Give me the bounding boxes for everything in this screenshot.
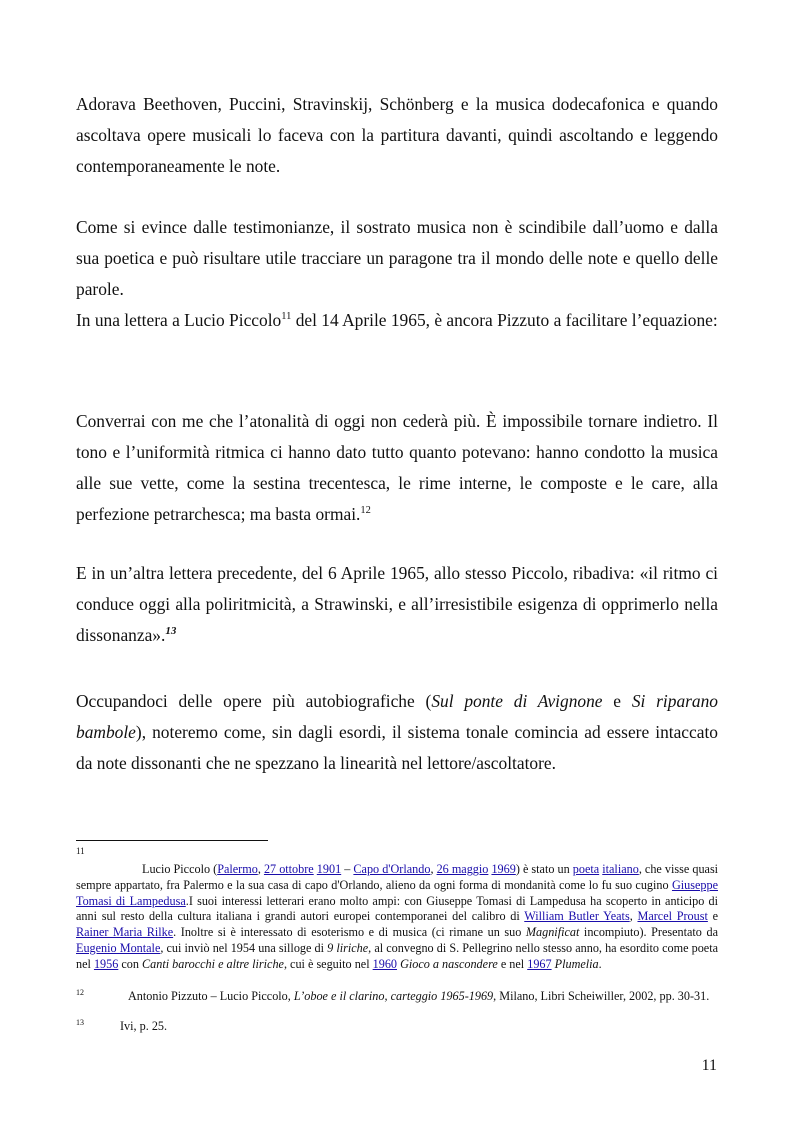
fn11-text: con bbox=[118, 956, 143, 971]
page-number: 11 bbox=[701, 1057, 717, 1074]
fn11-text: incompiuto). Presentato da bbox=[579, 925, 718, 940]
paragraph-1 bbox=[76, 89, 718, 182]
link-poeta[interactable]: poeta bbox=[572, 862, 600, 876]
fn11-text: , bbox=[629, 909, 638, 924]
fn11-text: , cui è seguito nel bbox=[283, 956, 373, 971]
paragraph-5-text-c: ), noteremo come, sin dagli esordi, il sistema tonale comincia ad essere intaccato da note dissonanti che ne spezzano la linearità nel lettore/ascoltatore. bbox=[76, 722, 718, 773]
footnote-ref-12[interactable]: 12 bbox=[360, 505, 371, 517]
paragraph-5-text-b: e bbox=[602, 691, 632, 711]
link-1960[interactable]: 1960 bbox=[372, 956, 398, 971]
work-title-9-liriche: 9 liriche bbox=[327, 940, 369, 955]
link-yeats[interactable]: William Butler Yeats bbox=[524, 909, 630, 924]
quote-text: Converrai con me che l’atonalità di oggi non cederà più. È impossibile tornare indietro. Il tono e l’uniformità ritmica ci hanno dato tutto quanto potevano: hanno condotto la musica alle sue vette, come la sestina trecentesca, le rime interne, le composte e le care, alla perfezione petrarchesca; ma basta ormai. bbox=[76, 411, 718, 524]
paragraph-4 bbox=[76, 558, 718, 651]
work-title-magnificat: Magnificat bbox=[525, 925, 580, 940]
footnote-11-mark bbox=[76, 846, 718, 856]
link-italiano[interactable]: italiano bbox=[602, 862, 639, 876]
fn11-text: ) è stato un bbox=[515, 862, 573, 876]
footnote-13 bbox=[76, 1019, 718, 1035]
paragraph-3-text-b: del 14 Aprile 1965, è ancora Pizzuto a facilitare l’equazione: bbox=[291, 310, 718, 330]
link-proust[interactable]: Marcel Proust bbox=[637, 909, 708, 924]
link-1967[interactable]: 1967 bbox=[527, 956, 552, 971]
link-palermo[interactable]: Palermo bbox=[217, 862, 258, 876]
work-title-sul-ponte: Sul ponte di Avignone bbox=[431, 691, 603, 711]
link-tomasi-di-lampedusa[interactable]: Giuseppe Tomasi di Lampedusa bbox=[76, 877, 718, 908]
footnote-ref-13[interactable]: 13 bbox=[165, 625, 177, 638]
paragraph-3-text-a: In una lettera a Lucio Piccolo bbox=[76, 310, 282, 330]
fn11-text: , che visse quasi sempre appartato, fra Palermo e la sua casa di capo d'Orlando, alieno da ogni forma di mondanità come lo fu suo cugino bbox=[76, 862, 719, 892]
link-montale[interactable]: Eugenio Montale bbox=[76, 940, 161, 955]
link-rilke[interactable]: Rainer Maria Rilke bbox=[76, 925, 174, 940]
footnote-13-number: 13 bbox=[76, 1017, 84, 1027]
fn11-text: . Inoltre si è interessato di esoterismo e di musica (ci rimane un suo bbox=[173, 925, 526, 940]
fn11-text: , bbox=[430, 862, 437, 876]
work-title-oboe-clarino: L’oboe e il clarino, carteggio 1965-1969 bbox=[293, 989, 494, 1003]
paragraph-1-text: Adorava Beethoven, Puccini, Stravinskij, Schönberg e la musica dodecafonica e quando ascoltava opere musicali lo faceva con la partitura davanti, quindi ascoltando e leggendo contemporaneamente le note. bbox=[76, 94, 718, 176]
quote-block bbox=[76, 406, 718, 530]
work-title-plumelia: Plumelia bbox=[554, 956, 599, 971]
fn11-text: e bbox=[707, 909, 719, 924]
footnote-11-number: 11 bbox=[76, 846, 85, 856]
work-title-gioco-a-nascondere: Gioco a nascondere bbox=[400, 956, 498, 971]
link-26-maggio[interactable]: 26 maggio bbox=[436, 862, 489, 876]
footnote-12-number: 12 bbox=[76, 987, 84, 997]
paragraph-5-text-a: Occupandoci delle opere più autobiografiche ( bbox=[76, 691, 432, 711]
fn12-text: Antonio Pizzuto – Lucio Piccolo, bbox=[128, 989, 294, 1003]
paragraph-4-text: E in un’altra lettera precedente, del 6 Aprile 1965, allo stesso Piccolo, ribadiva: «il ritmo ci conduce oggi alla poliritmicità, a Strawinski, e all’irresistibile esigenza di opprimerlo nella dissonanza». bbox=[76, 563, 718, 645]
work-title-si-riparano: Si riparano bambole bbox=[76, 691, 718, 742]
fn11-text: – bbox=[341, 862, 354, 876]
fn11-text: e nel bbox=[497, 956, 528, 971]
fn11-text: , al convegno di S. Pellegrino nello stesso anno, ha esordito come poeta nel bbox=[76, 940, 718, 971]
fn11-text: .I suoi interessi letterari erano molto ampi: con Giuseppe Tomasi di Lampedusa ha scoperto in anticipo di anni sul resto della cultura italiana i grandi autori europei contemporanei del calibro di bbox=[76, 893, 718, 924]
footnote-12 bbox=[76, 989, 718, 1005]
work-title-canti-barocchi: Canti barocchi e altre liriche bbox=[142, 956, 284, 971]
paragraph-5 bbox=[76, 686, 718, 779]
fn11-text: . bbox=[598, 956, 602, 971]
fn11-text: Lucio Piccolo ( bbox=[142, 862, 218, 876]
fn13-text: Ivi, p. 25. bbox=[120, 1019, 168, 1033]
paragraph-2 bbox=[76, 212, 718, 336]
link-1956[interactable]: 1956 bbox=[93, 956, 119, 971]
link-1969[interactable]: 1969 bbox=[491, 862, 516, 876]
link-27-ottobre[interactable]: 27 ottobre bbox=[263, 862, 314, 876]
footnote-11 bbox=[76, 862, 718, 973]
fn11-text: , cui inviò nel 1954 una silloge di bbox=[160, 940, 328, 955]
paragraph-2-text: Come si evince dalle testimonianze, il sostrato musica non è scindibile dall’uomo e dalla sua poetica e può risultare utile tracciare un paragone tra il mondo delle note e quello delle parole. bbox=[76, 217, 718, 299]
footnote-ref-11[interactable]: 11 bbox=[281, 311, 292, 323]
link-capo-dorlando[interactable]: Capo d'Orlando bbox=[353, 862, 431, 876]
fn11-text: , bbox=[257, 862, 264, 876]
link-1901[interactable]: 1901 bbox=[316, 862, 342, 876]
fn12-text: , Milano, Libri Scheiwiller, 2002, pp. 30-31. bbox=[493, 989, 710, 1003]
footnote-separator bbox=[76, 840, 268, 841]
